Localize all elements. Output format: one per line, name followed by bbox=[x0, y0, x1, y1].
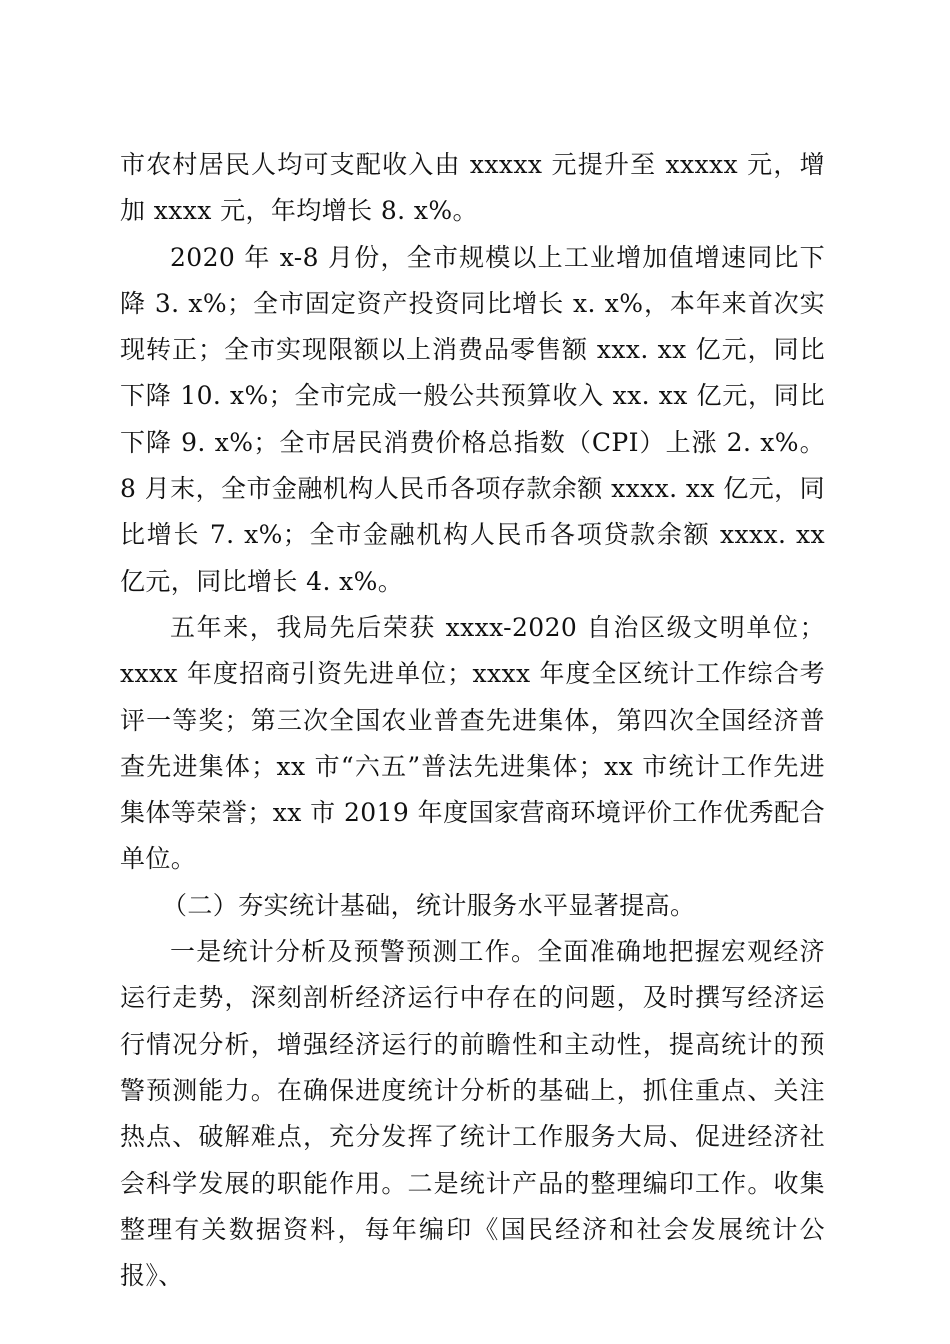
paragraph-statistical-analysis: 一是统计分析及预警预测工作。全面准确地把握宏观经济运行走势，深刻剖析经济运行中存在的问题，及时撰写经济运行情况分析，增强经济运行的前瞻性和主动性，提高统计的预警预测能力。在确保进度统计分析的基础上，抓住重点、关注热点、破解难点，充分发挥了统计工作服务大局、促进经济社会科学发展的职能作用。二是统计产品的整理编印工作。收集整理有关数据资料，每年编印《国民经济和社会发展统计公报》、 bbox=[120, 937, 825, 1291]
paragraph-honors: 五年来，我局先后荣获 xxxx-2020 自治区级文明单位；xxxx 年度招商引资先进单位；xxxx 年度全区统计工作综合考评一等奖；第三次全国农业普查先进集体，第四次全国经济普查先进集体；xx 市“六五”普法先进集体；xx 市统计工作先进集体等荣誉；xx 市 2019 年度国家营商环境评价工作优秀配合单位。 bbox=[120, 612, 825, 874]
paragraph-economic-indicators: 2020 年 x-8 月份，全市规模以上工业增加值增速同比下降 3. x%；全市固定资产投资同比增长 x. x%，本年来首次实现转正；全市实现限额以上消费品零售额 xxx. xx 亿元，同比下降 10. x%；全市完成一般公共预算收入 xx. xx 亿元，同比下降 9. x%；全市居民消费价格总指数（CPI）上涨 2. x%。8 月末，全市金融机构人民币各项存款余额 xxxx. xx 亿元，同比增长 7. x%；全市金融机构人民币各项贷款余额 xxxx. xx 亿元，同比增长 4. x%。 bbox=[120, 242, 825, 596]
paragraph-rural-income: 市农村居民人均可支配收入由 xxxxx 元提升至 xxxxx 元，增加 xxxx 元，年均增长 8. x%。 bbox=[120, 150, 825, 226]
document-body bbox=[120, 142, 825, 1299]
section-heading: （二）夯实统计基础，统计服务水平显著提高。 bbox=[162, 890, 696, 920]
